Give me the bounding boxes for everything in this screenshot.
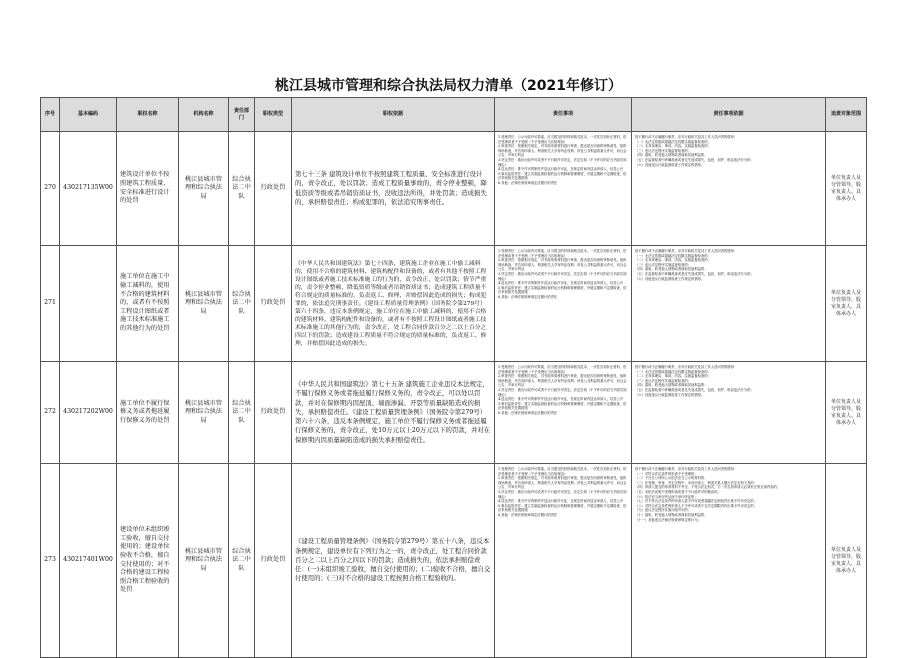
row-name: 施工单位在施工中偷工减料的，使用不合格的建筑材料的，或者有不按照工程设计图纸或者施工技术标准施工的其他行为的处罚 xyxy=(117,246,179,362)
row-no: 273 xyxy=(41,464,60,658)
row-dept: 综合执法二中队 xyxy=(229,362,255,464)
row-duties: 1.受理责任：公示行政许可要素，应当提交的材料和格式范本，一次性告知补正材料，依法受理或者不予受理（不予受理应当告知理由） 2.审查责任：按照相关规定，对书面申请材料进行审查，提出是否同意的审核意见，组织现场核查，并告知申请人、利害相关人享有听证权利；涉及公共利益的重大许可，向社会公告，并举行听证 3.决定责任：做出行政许可或者不予行政许可决定，法定告知（不予许可的应当书面告知理由） 4.送达责任：准予许可的制作并送达行政许可证，在规定时间内送达申请人，信息公开 5.事后监管责任：建立实施监督检查的运行机制和管理制度，开展定期和不定期检查，依法采取相关处置措施 6.其他：法律法规规章规定应履行的责任 xyxy=(495,362,632,464)
row-no: 272 xyxy=(41,362,60,464)
page-title: 桃江县城市管理和综合执法局权力清单（2021年修订） xyxy=(275,78,622,94)
row-type: 行政处罚 xyxy=(255,132,292,246)
row-code: 430217135W00 xyxy=(60,132,117,246)
row-no: 271 xyxy=(41,246,60,362)
header-no: 序号 xyxy=(41,98,60,132)
header-code: 基本编码 xyxy=(60,98,117,132)
row-duties: 1.受理责任：公示行政许可要素，应当提交的材料和格式范本，一次性告知补正材料，依法受理或者不予受理（不予受理应当告知理由） 2.审查责任：按照相关规定，对书面申请材料进行审查，提出是否同意的审核意见，组织现场核查，并告知申请人、利害相关人享有听证权利；涉及公共利益的重大许可，向社会公告，并举行听证 3.决定责任：做出行政许可或者不予行政许可决定，法定告知（不予许可的应当书面告知理由） 4.送达责任：准予许可的制作并送达行政许可证，在规定时间内送达申请人，信息公开 5.事后监管责任：建立实施监督检查的运行机制和管理制度，开展定期和不定期检查，依法采取相关处置措施 6.其他：法律法规规章规定应履行的责任 xyxy=(495,464,632,658)
header-duty-basis: 责任事项依据 xyxy=(632,98,826,132)
header-name: 职权名称 xyxy=(117,98,179,132)
row-dept: 综合执法二中队 xyxy=(229,246,255,362)
row-basis: 《中华人民共和国建筑法》第七十五条 建筑施工企业违反本法规定，不履行保修义务或者拖延履行保修义务的，责令改正，可以处以罚款，并对在保修期内因屋顶、墙面渗漏、开裂等质量缺陷造成的损失，承担赔偿责任。《建设工程质量管理条例》（国务院令第279号）第六十六条，违反本条例规定，施工单位不履行保修义务或者拖延履行保修义务的，责令改正，处10万元以上20万元以下的罚款，并对在保修期内因质量缺陷造成的损失承担赔偿责任。 xyxy=(292,362,495,464)
header-type: 职权类型 xyxy=(255,98,292,132)
table-row xyxy=(41,132,867,246)
row-code: 430217202W00 xyxy=(60,362,117,464)
row-duties: 1.受理责任：公示行政许可要素，应当提交的材料和格式范本，一次性告知补正材料，依法受理或者不予受理（不予受理应当告知理由） 2.审查责任：按照相关规定，对书面申请材料进行审查，提出是否同意的审核意见，组织现场核查，并告知申请人、利害相关人享有听证权利；涉及公共利益的重大许可，向社会公告，并举行听证 3.决定责任：做出行政许可或者不予行政许可决定，法定告知（不予许可的应当书面告知理由） 4.送达责任：准予许可的制作并送达行政许可证，在规定时间内送达申请人，信息公开 5.事后监管责任：建立实施监督检查的运行机制和管理制度，开展定期和不定期检查，依法采取相关处置措施 6.其他：法律法规规章规定应履行的责任 xyxy=(495,246,632,362)
row-code: 430217401W00 xyxy=(60,464,117,658)
row-scope: 单位负责人及分管领导、股室负责人、具体承办人 xyxy=(826,246,867,362)
header-dept: 责任部门 xyxy=(229,98,255,132)
row-org: 桃江县城市管理和综合执法局 xyxy=(179,362,229,464)
row-scope: 单位负责人及分管领导、股室负责人、具体承办人 xyxy=(826,464,867,658)
row-duty-basis: 因不履行或不正确履行职责，应对行政机关及其工作人员问责的情形： （一）无法定依据或超越法定权限实施监督检查的； （二）无具体理由、事项、内容，实施监督检查的； （三）违反法定程序实施监督检查的； （四）索取、收受他人财物或者谋取其他利益的； （五）在监督检查中涉嫌故意或者过失造成损失，包庇、袒护、纵容违法行为的； （六）其他违反行政监督检查工作规定的情形。 xyxy=(632,132,826,246)
row-code xyxy=(60,246,117,362)
header-basis: 职权依据 xyxy=(292,98,495,132)
header-duties: 责任事项 xyxy=(495,98,632,132)
power-list-table xyxy=(40,97,867,658)
row-duties: 1.受理责任：公示行政许可要素，应当提交的材料和格式范本，一次性告知补正材料，依法受理或者不予受理（不予受理应当告知理由） 2.审查责任：按照相关规定，对书面申请材料进行审查，提出是否同意的审核意见，组织现场核查，并告知申请人、利害相关人享有听证权利；涉及公共利益的重大许可，向社会公告，并举行听证 3.决定责任：做出行政许可或者不予行政许可决定，法定告知（不予许可的应当书面告知理由） 4.送达责任：准予许可的制作并送达行政许可证，在规定时间内送达申请人，信息公开 5.事后监管责任：建立实施监督检查的运行机制和管理制度，开展定期和不定期检查，依法采取相关处置措施 6.其他：法律法规规章规定应履行的责任 xyxy=(495,132,632,246)
header-scope: 追责对象范围 xyxy=(826,98,867,132)
row-name: 施工单位不履行保修义务或者拖延履行保修义务的处罚 xyxy=(117,362,179,464)
row-org: 桃江县城市管理和综合执法局 xyxy=(179,464,229,658)
row-no: 270 xyxy=(41,132,60,246)
row-duty-basis: 因不履行或不正确履行职责，应对行政机关及其工作人员问责的情形： （一）无法定依据或超越法定权限实施监督检查的； （二）无具体理由、事项、内容，实施监督检查的； （三）违反法定程序实施监督检查的； （四）索取、收受他人财物或者谋取其他利益的； （五）在监督检查中涉嫌故意或者过失造成损失，包庇、袒护、纵容违法行为的； （六）其他违反行政监督检查工作规定的情形。 xyxy=(632,362,826,464)
row-org: 桃江县城市管理和综合执法局 xyxy=(179,246,229,362)
table-row xyxy=(41,246,867,362)
row-scope: 单位负责人及分管领导、股室负责人、具体承办人 xyxy=(826,132,867,246)
row-scope: 单位负责人及分管领导、股室负责人、具体承办人 xyxy=(826,362,867,464)
table-header-row xyxy=(41,98,867,132)
table-row xyxy=(41,464,867,658)
row-basis: 《建设工程质量管理条例》（国务院令第279号）第五十八条，违反本条例规定，建设单位有下列行为之一的，责令改正，处工程合同价款百分之二以上百分之四以下的罚款；造成损失的，依法承担赔偿责任：(一)未组织竣工验收，擅自交付使用的；(二)验收不合格，擅自交付使用的；(三)对不合格的建设工程按照合格工程验收的。 xyxy=(292,464,495,658)
table-row xyxy=(41,362,867,464)
header-org: 机构名称 xyxy=(179,98,229,132)
row-type: 行政处罚 xyxy=(255,246,292,362)
row-dept: 综合执法二中队 xyxy=(229,464,255,658)
row-type: 行政处罚 xyxy=(255,362,292,464)
row-org: 桃江县城市管理和综合执法局 xyxy=(179,132,229,246)
row-duty-basis: 因不履行或不正确履行职责，应对行政机关及其工作人员问责的情形： （一）无法定依据或超越法定权限实施监督检查的； （二）无具体理由、事项、内容，实施监督检查的； （三）违反法定程序实施监督检查的； （四）索取、收受他人财物或者谋取其他利益的； （五）在监督检查中涉嫌故意或者过失造成损失，包庇、袒护、纵容违法行为的； （六）其他违反行政监督检查工作规定的情形。 xyxy=(632,246,826,362)
row-name: 建筑设计单位不按照建筑工程质量、安全标准进行设计的处罚 xyxy=(117,132,179,246)
row-name: 建设单位未组织竣工验收，擅自交付使用的；建设单位验收不合格，擅自交付使用的；对不合格的建设工程按照合格工程验收的处罚 xyxy=(117,464,179,658)
row-basis: 《中华人民共和国建筑法》第七十四条，建筑施工企业在施工中偷工减料的，使用不合格的建筑材料、建筑构配件和设备的，或者有其他不按照工程设计图纸或者施工技术标准施工的行为的，责令改正，处以罚款；情节严重的，责令停业整顿，降低资质等级或者吊销资质证书；造成建筑工程质量不符合规定的质量标准的，负责返工、修理，并赔偿因此造成的损失；构成犯罪的，依法追究刑事责任。《建设工程质量管理条例》（国务院令第279号）第六十四条，违反本条例规定，施工单位在施工中偷工减料的，使用不合格的建筑材料、建筑构配件和设备的，或者有不按照工程设计图纸或者施工技术标准施工的其他行为的，责令改正，处工程合同价款百分之二以上百分之四以下的罚款；造成建设工程质量不符合规定的质量标准的，负责返工、修理，并赔偿因此造成的损失； xyxy=(292,246,495,362)
row-dept: 综合执法二中队 xyxy=(229,132,255,246)
row-duty-basis: 因不履行或不正确履行职责，应对行政机关及其工作人员问责的情形： （一）对符合法定条件的申请不予受理的； （二）不在办公场所公示依法应当公示的材料的； （三）在受理、审查、决定过程中，未向申请人、利害关系人履行法定告知义务的； （四）申请人提交的申请材料不齐全、不符合法定形式，不一次告知申请人必须补正的全部内容的； （五）未依法说明不受理申请或者不予行政许可的理由的； （六）依法应当举行听证而不举行听证的； （七）对不符合法定条件的申请人准予许可或者超越法定职权作出准予许可决定的； （八）对符合法定条件的申请人不予许可或者不在法定期限内作出准予许可决定的； （九）违反法定程序实施行政许可的； （十）索取、收受他人财物或者谋取其他利益的； （十一）其他违反法律法规规章规定的行为。 xyxy=(632,464,826,658)
row-basis: 第七十三条 建筑设计单位不按照建筑工程质量、安全标准进行设计的，责令改正，处以罚款；造成工程质量事故的，责令停业整顿，降低资质等级或者吊销资质证书，没收违法所得，并处罚款；造成损失的，承担赔偿责任；构成犯罪的，依法追究刑事责任。 xyxy=(292,132,495,246)
row-type: 行政处罚 xyxy=(255,464,292,658)
